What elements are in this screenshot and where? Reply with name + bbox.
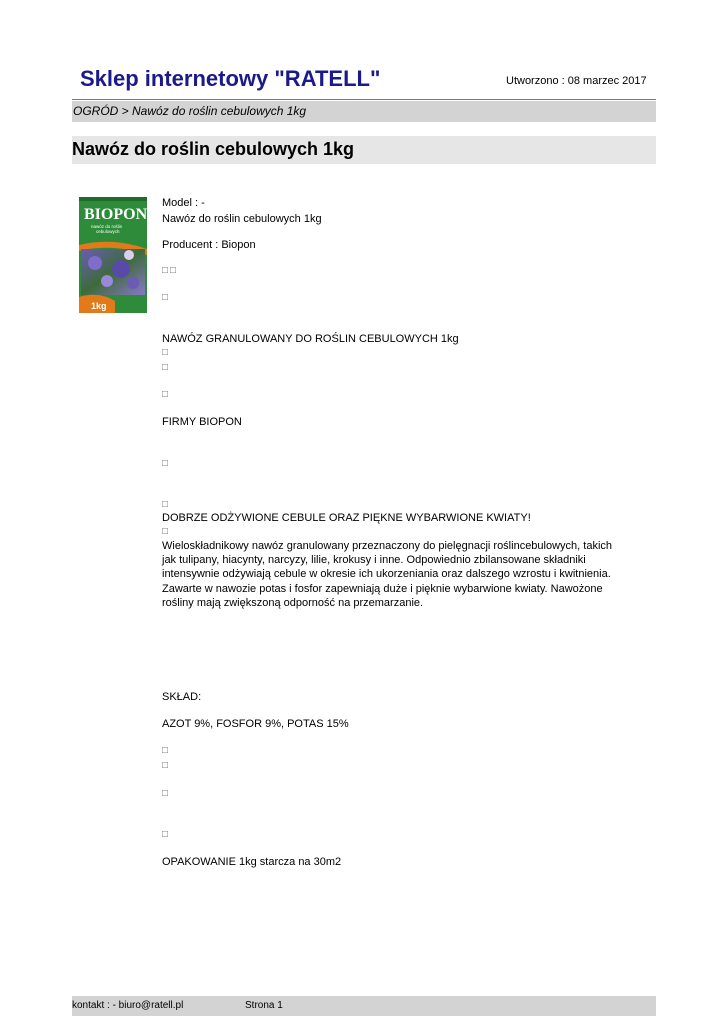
- placeholder-glyph: □: [162, 347, 171, 358]
- product-title-bar: [72, 136, 656, 164]
- weight-label: 1kg: [91, 301, 107, 311]
- placeholder-glyph: □□: [162, 265, 179, 276]
- placeholder-glyph: □: [162, 362, 171, 373]
- brand-logo-text: BIOPON: [84, 206, 147, 223]
- header-divider: [72, 99, 656, 100]
- footer-page-number: Strona 1: [245, 1000, 283, 1011]
- model-line: Model : -: [162, 197, 205, 209]
- placeholder-glyph: □: [162, 389, 171, 400]
- placeholder-glyph: □: [162, 458, 171, 469]
- heading-granular: NAWÓZ GRANULOWANY DO ROŚLIN CEBULOWYCH 1kg: [162, 333, 459, 345]
- composition-values: AZOT 9%, FOSFOR 9%, POTAS 15%: [162, 718, 349, 730]
- site-title: Sklep internetowy "RATELL": [80, 66, 381, 91]
- placeholder-glyph: □: [162, 745, 171, 756]
- heading-firm: FIRMY BIOPON: [162, 416, 242, 428]
- placeholder-glyph: □: [162, 526, 171, 537]
- footer-contact[interactable]: kontakt : - biuro@ratell.pl: [72, 1000, 184, 1011]
- product-name-line: Nawóz do roślin cebulowych 1kg: [162, 213, 322, 225]
- placeholder-glyph: □: [162, 292, 171, 303]
- packaging-info: OPAKOWANIE 1kg starcza na 30m2: [162, 856, 342, 868]
- placeholder-glyph: □: [162, 829, 171, 840]
- product-description: Wieloskładnikowy nawóz granulowany przeznaczony do pielęgnacji roślincebulowych, takich jak tulipany, hiacynty, narcyzy, lilie, krokusy i inne. Odpowiednio zbilansowane składniki intensywnie odżywiają cebule w okresie ich ukorzeniania oraz dalszego wzrostu i kwitnienia. Zawarte w nawozie potas i fosfor zapewniają duże i pięknie wybarwione kwiaty. Nawożone rośliny mają zwiększoną odporność na przemarzanie.: [162, 540, 613, 609]
- placeholder-glyph: □: [162, 499, 171, 510]
- product-image: [79, 197, 147, 313]
- svg-text:cebulowych: cebulowych: [96, 229, 120, 234]
- heading-bulbs: DOBRZE ODŻYWIONE CEBULE ORAZ PIĘKNE WYBARWIONE KWIATY!: [162, 512, 531, 524]
- created-date: Utworzono : 08 marzec 2017: [506, 75, 647, 87]
- breadcrumb: [72, 101, 656, 122]
- footer: [72, 996, 656, 1016]
- product-package-graphic: [79, 197, 147, 313]
- placeholder-glyph: □: [162, 760, 171, 771]
- product-title: Nawóz do roślin cebulowych 1kg: [72, 139, 355, 159]
- svg-text:nawóz do roślin: nawóz do roślin: [91, 224, 123, 229]
- composition-label: SKŁAD:: [162, 691, 202, 703]
- placeholder-glyph: □: [162, 788, 171, 799]
- producer-line: Producent : Biopon: [162, 239, 256, 251]
- breadcrumb-text[interactable]: OGRÓD > Nawóz do roślin cebulowych 1kg: [73, 104, 307, 118]
